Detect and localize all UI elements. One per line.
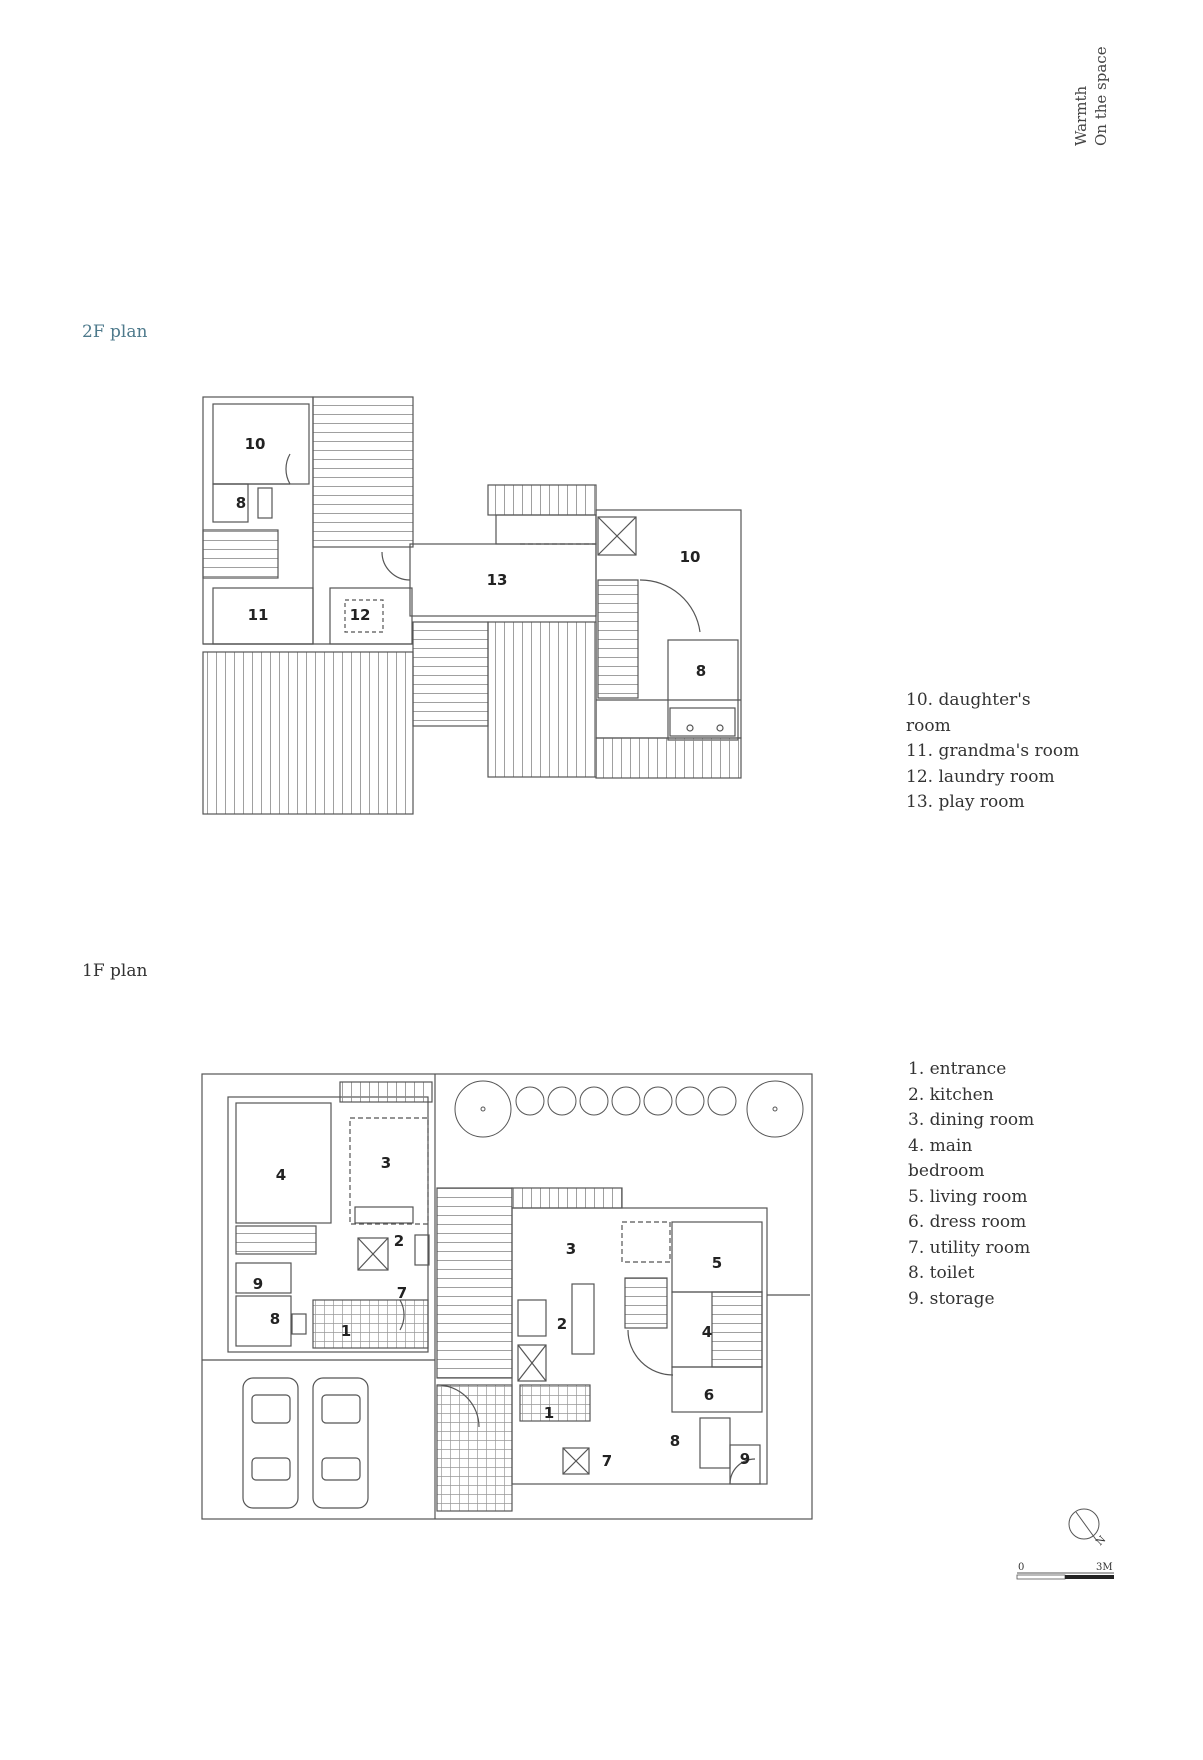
plan-2f-left-block xyxy=(203,397,413,644)
plan-1f-left-block xyxy=(228,1082,432,1352)
room-number: 7 xyxy=(396,1284,408,1302)
legend-item: 1. entrance xyxy=(908,1059,1007,1079)
plan-2f-deck-center xyxy=(488,622,596,777)
legend-item: 13. play room xyxy=(906,792,1025,812)
room-number: 10 xyxy=(244,435,266,453)
legend-item: 6. dress room xyxy=(908,1212,1027,1232)
header-line-1: Warmth xyxy=(1072,85,1090,146)
room-number: 3 xyxy=(565,1240,577,1258)
room-number: 11 xyxy=(247,606,269,624)
room-number: 12 xyxy=(349,606,371,624)
room-number: 5 xyxy=(711,1254,723,1272)
plan-2f-deck-lower-left xyxy=(203,652,413,814)
north-label: N xyxy=(1094,1534,1109,1549)
plan-2f-right-block xyxy=(596,510,741,778)
plan-2f-deck-mid xyxy=(413,622,488,726)
room-number: 8 xyxy=(695,662,707,680)
legend-item: bedroom xyxy=(908,1161,985,1181)
room-number: 9 xyxy=(739,1450,751,1468)
legend-item: 9. storage xyxy=(908,1288,995,1309)
room-number: 1 xyxy=(543,1404,555,1422)
room-number: 13 xyxy=(486,571,508,589)
room-number: 2 xyxy=(556,1315,568,1333)
plan-1f-entry-paving xyxy=(437,1385,512,1511)
north-arrow-icon xyxy=(1069,1509,1108,1548)
plan-1f-garage xyxy=(243,1378,368,1508)
legend-item: room xyxy=(906,715,951,736)
scale-bar xyxy=(1017,1562,1114,1579)
room-number: 4 xyxy=(701,1323,713,1341)
room-number: 4 xyxy=(275,1166,287,1184)
room-number: 10 xyxy=(679,548,701,566)
legend-item: 5. living room xyxy=(908,1186,1028,1207)
room-number: 8 xyxy=(669,1432,681,1450)
legend-item: 12. laundry room xyxy=(906,766,1055,787)
plan-1f-deck-center xyxy=(437,1188,512,1378)
legend-item: 10. daughter's xyxy=(906,690,1031,710)
plan-title-1f: 1F plan xyxy=(82,961,148,981)
room-number: 2 xyxy=(393,1232,405,1250)
plan-title-2f: 2F plan xyxy=(82,322,148,342)
room-number: 1 xyxy=(340,1322,352,1340)
legend-item: 7. utility room xyxy=(908,1237,1031,1258)
header-line-2: On the space xyxy=(1092,46,1110,146)
plan-2f xyxy=(203,397,741,814)
plan-1f-trees xyxy=(455,1081,803,1137)
legend-item: 3. dining room xyxy=(908,1110,1035,1130)
room-number: 9 xyxy=(252,1275,264,1293)
room-number: 7 xyxy=(601,1452,613,1470)
scale-start-label: 0 xyxy=(1018,1562,1025,1573)
legend-item: 4. main xyxy=(908,1135,973,1156)
plan-1f-right-block xyxy=(512,1188,810,1484)
room-number: 8 xyxy=(269,1310,281,1328)
room-number: 6 xyxy=(703,1386,715,1404)
scale-end-label: 3M xyxy=(1096,1562,1113,1573)
legend-item: 2. kitchen xyxy=(908,1084,994,1105)
plan-1f xyxy=(202,1074,812,1519)
legend-item: 8. toilet xyxy=(908,1263,975,1283)
legend-item: 11. grandma's room xyxy=(906,741,1080,761)
room-number: 8 xyxy=(235,494,247,512)
room-number: 3 xyxy=(380,1154,392,1172)
plan-2f-play-room xyxy=(382,485,596,616)
